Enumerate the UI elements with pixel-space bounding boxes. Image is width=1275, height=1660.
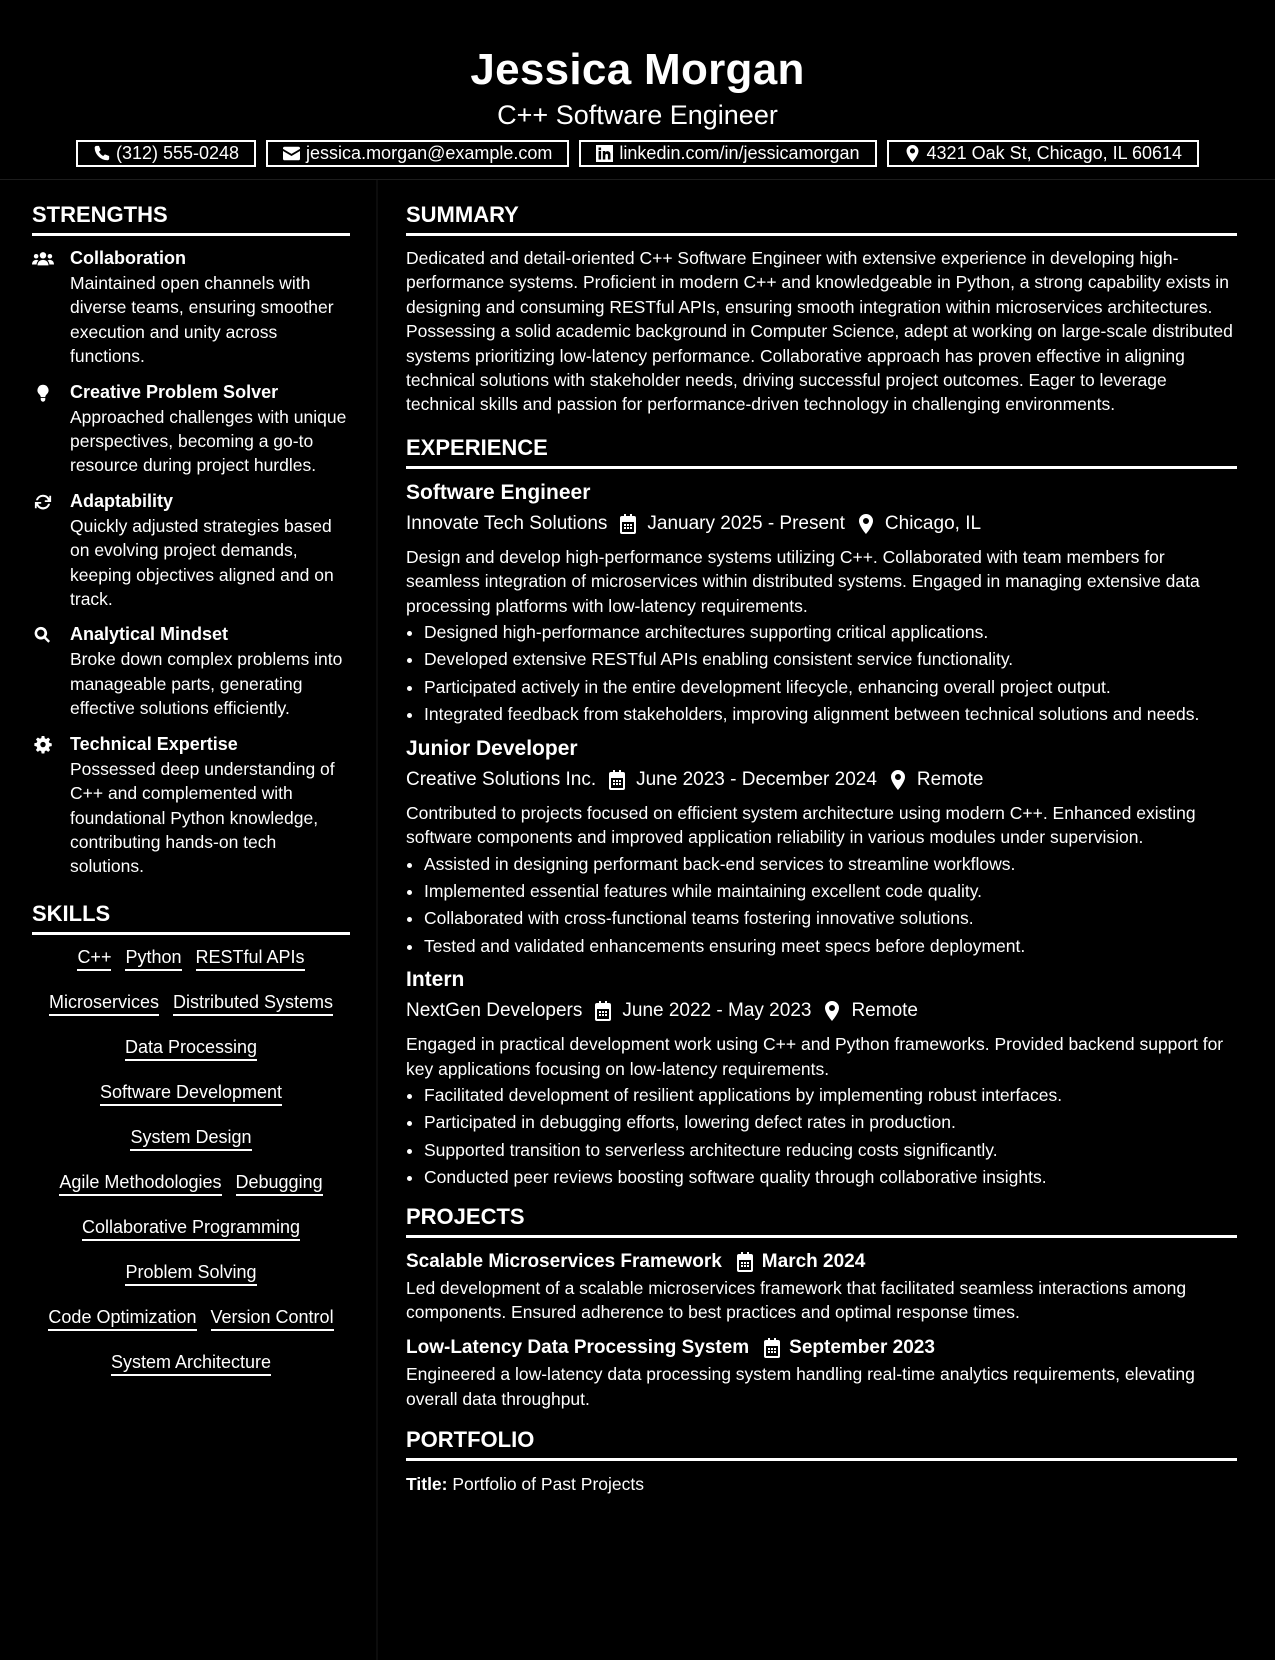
job-dates: January 2025 - Present bbox=[647, 512, 845, 534]
portfolio-heading: PORTFOLIO bbox=[406, 1425, 1237, 1461]
right-column bbox=[406, 180, 1237, 1660]
job-bullets bbox=[406, 852, 1237, 959]
list-item: • Tested and validated enhancements ensuring meet specs before deployment. bbox=[424, 934, 1237, 958]
portfolio-value: Portfolio of Past Projects bbox=[452, 1474, 644, 1495]
job-entry bbox=[406, 479, 1237, 727]
project-entry bbox=[406, 1334, 1237, 1411]
gear-icon bbox=[32, 736, 54, 754]
project-description: Engineered a low-latency data processing system handling real-time analytics requirements, elevating overall data throughput. bbox=[406, 1364, 1195, 1409]
skill-tag: System Architecture bbox=[111, 1350, 271, 1376]
contact-phone[interactable] bbox=[76, 140, 256, 167]
project-name: Low-Latency Data Processing System bbox=[406, 1337, 750, 1359]
list-item: • Supported transition to serverless architecture reducing costs significantly. bbox=[424, 1138, 1237, 1162]
users-icon bbox=[32, 250, 54, 268]
skill-tag: C++ bbox=[77, 945, 111, 971]
strength-desc: Maintained open channels with diverse teams, ensuring smoother execution and unity across functions. bbox=[70, 273, 334, 367]
phone-text: (312) 555-0248 bbox=[115, 143, 240, 163]
skill-tag: Version Control bbox=[211, 1305, 334, 1331]
strength-item bbox=[32, 622, 350, 720]
strength-desc: Possessed deep understanding of C++ and complemented with foundational Python knowledge, contributing hands-on tech solutions. bbox=[70, 758, 335, 877]
calendar-icon bbox=[619, 514, 637, 534]
list-item: • Assisted in designing performant back-end services to streamline workflows. bbox=[424, 852, 1237, 876]
skill-tag: Code Optimization bbox=[48, 1305, 196, 1331]
list-item: • Designed high-performance architectures supporting critical applications. bbox=[424, 620, 1237, 644]
job-title: Junior Developer bbox=[406, 736, 578, 760]
calendar-icon bbox=[594, 1001, 612, 1021]
project-date: September 2023 bbox=[789, 1337, 935, 1359]
job-meta bbox=[406, 765, 1237, 795]
job-description: Contributed to projects focused on efficient system architecture using modern C++. Enhanced existing software components and improved application reliability in various modules under supervision. bbox=[406, 802, 1196, 848]
skill-tag: Data Processing bbox=[125, 1035, 257, 1061]
project-entry bbox=[406, 1248, 1237, 1325]
linkedin-text: linkedin.com/in/jessicamorgan bbox=[619, 143, 860, 163]
strength-name: Collaboration bbox=[70, 248, 186, 268]
calendar-icon bbox=[736, 1252, 754, 1272]
job-description: Design and develop high-performance systems utilizing C++. Collaborated with team members for seamless integration of microservices within distributed systems. Engaged in managing extensive data processing platforms with low-latency requirements. bbox=[406, 546, 1200, 616]
list-item: • Implemented essential features while maintaining excellent code quality. bbox=[424, 879, 1237, 903]
projects-heading: PROJECTS bbox=[406, 1202, 1237, 1238]
strengths-heading: STRENGTHS bbox=[32, 200, 350, 236]
map-marker-icon bbox=[857, 514, 875, 534]
skill-tag: Software Development bbox=[100, 1080, 282, 1106]
list-item: • Participated in debugging efforts, lowering defect rates in production. bbox=[424, 1110, 1237, 1134]
job-title: Intern bbox=[406, 968, 465, 992]
skill-tag: System Design bbox=[130, 1125, 251, 1151]
map-marker-icon bbox=[904, 145, 921, 162]
map-marker-icon bbox=[889, 770, 907, 790]
job-bullets bbox=[406, 1083, 1237, 1190]
strength-name: Adaptability bbox=[70, 490, 174, 511]
list-item: • Collaborated with cross-functional teams fostering innovative solutions. bbox=[424, 906, 1237, 930]
project-header bbox=[406, 1334, 1237, 1362]
strength-name: Creative Problem Solver bbox=[70, 381, 279, 402]
sync-icon bbox=[32, 493, 54, 511]
job-dates: June 2022 - May 2023 bbox=[622, 1000, 812, 1022]
resume-header bbox=[0, 0, 1275, 180]
project-date: March 2024 bbox=[761, 1250, 866, 1272]
skills-heading: SKILLS bbox=[32, 899, 350, 935]
job-bullets bbox=[406, 620, 1237, 727]
skill-tag: Debugging bbox=[236, 1170, 323, 1196]
job-location: Remote bbox=[916, 768, 984, 790]
strength-name: Analytical Mindset bbox=[70, 624, 229, 645]
skill-tag: Agile Methodologies bbox=[59, 1170, 221, 1196]
job-location: Chicago, IL bbox=[884, 512, 982, 534]
strength-desc: Approached challenges with unique perspectives, becoming a go-to resource during project hurdles. bbox=[70, 406, 347, 476]
job-meta bbox=[406, 509, 1237, 539]
contact-address[interactable] bbox=[887, 140, 1200, 167]
experience-heading: EXPERIENCE bbox=[406, 433, 1237, 469]
skills-list bbox=[32, 945, 350, 1395]
skill-tag: Problem Solving bbox=[125, 1260, 256, 1286]
strength-item bbox=[32, 489, 350, 612]
strength-name: Technical Expertise bbox=[70, 733, 238, 754]
search-icon bbox=[32, 626, 54, 644]
strength-desc: Quickly adjusted strategies based on evolving project demands, keeping objectives aligned and on track. bbox=[70, 515, 334, 610]
list-item: • Integrated feedback from stakeholders, improving alignment between technical solutions and needs. bbox=[424, 702, 1237, 726]
left-column bbox=[32, 180, 350, 1660]
summary-text: Dedicated and detail-oriented C++ Software Engineer with extensive experience in developing high-performance systems. Proficient in modern C++ and knowledgeable in Python, a strong capability exists in designing and consuming RESTful APIs, ensuring smooth integration within microservices architectures. Possessing a solid academic background in Computer Science, adept at working on large-scale distributed systems prioritizing low-latency performance. Collaborative approach has proven effective in aligning technical solutions with stakeholder needs, driving successful project outcomes. Eager to leverage technical skills and passion for performance-driven technology in challenging environments. bbox=[406, 248, 1233, 415]
address-text: 4321 Oak St, Chicago, IL 60614 bbox=[926, 143, 1183, 163]
job-company: Innovate Tech Solutions bbox=[406, 512, 608, 534]
project-description: Led development of a scalable microservices framework that facilitated seamless interactions among components. Ensured adherence to best practices and optimal response times. bbox=[406, 1277, 1187, 1322]
contact-bar bbox=[0, 140, 1275, 167]
job-description: Engaged in practical development work using C++ and Python frameworks. Provided backend support for key applications focusing on low-latency requirements. bbox=[406, 1034, 1224, 1079]
job-company: Creative Solutions Inc. bbox=[406, 768, 597, 790]
strength-desc: Broke down complex problems into manageable parts, generating effective solutions efficiently. bbox=[70, 649, 343, 719]
calendar-icon bbox=[608, 770, 626, 790]
strength-item bbox=[32, 246, 350, 369]
phone-icon bbox=[93, 145, 110, 162]
envelope-icon bbox=[283, 145, 300, 162]
list-item: • Developed extensive RESTful APIs enabling consistent service functionality. bbox=[424, 647, 1237, 671]
strength-item bbox=[32, 732, 350, 879]
list-item: • Facilitated development of resilient applications by implementing robust interfaces. bbox=[424, 1083, 1237, 1107]
skill-tag: Python bbox=[125, 945, 181, 971]
skill-tag: RESTful APIs bbox=[196, 945, 305, 971]
skill-tag: Distributed Systems bbox=[173, 990, 333, 1016]
project-name: Scalable Microservices Framework bbox=[406, 1250, 722, 1272]
email-text: jessica.morgan@example.com bbox=[306, 143, 553, 163]
calendar-icon bbox=[763, 1338, 781, 1358]
portfolio-label: Title: bbox=[406, 1474, 448, 1495]
job-meta bbox=[406, 996, 1237, 1026]
candidate-title: C++ Software Engineer bbox=[497, 100, 778, 130]
job-entry bbox=[406, 966, 1237, 1189]
strength-item bbox=[32, 380, 350, 478]
skill-tag: Microservices bbox=[49, 990, 159, 1016]
lightbulb-icon bbox=[32, 384, 54, 402]
job-entry bbox=[406, 735, 1237, 958]
job-title: Software Engineer bbox=[406, 480, 591, 504]
portfolio-entry bbox=[406, 1471, 1237, 1497]
list-item: • Conducted peer reviews boosting software quality through collaborative insights. bbox=[424, 1165, 1237, 1189]
summary-heading: SUMMARY bbox=[406, 200, 1237, 236]
job-location: Remote bbox=[851, 1000, 918, 1022]
contact-linkedin[interactable] bbox=[579, 140, 876, 167]
contact-email[interactable] bbox=[266, 140, 569, 167]
linkedin-icon bbox=[596, 145, 613, 162]
candidate-name: Jessica Morgan bbox=[470, 45, 805, 94]
map-marker-icon bbox=[823, 1001, 841, 1021]
job-dates: June 2023 - December 2024 bbox=[636, 768, 877, 790]
skill-tag: Collaborative Programming bbox=[82, 1215, 300, 1241]
project-header bbox=[406, 1248, 1237, 1276]
job-company: NextGen Developers bbox=[406, 1000, 583, 1022]
column-divider bbox=[376, 180, 378, 1660]
list-item: • Participated actively in the entire development lifecycle, enhancing overall project output. bbox=[424, 675, 1237, 699]
